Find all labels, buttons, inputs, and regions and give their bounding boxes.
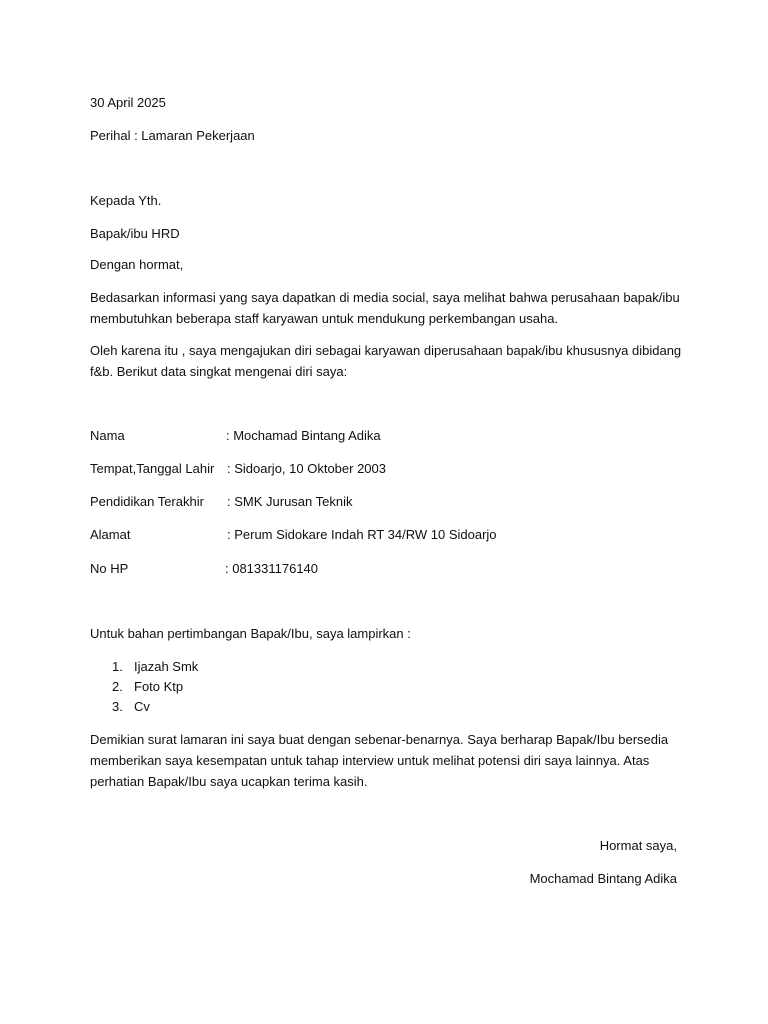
letter-subject: Perihal : Lamaran Pekerjaan [90, 128, 255, 143]
paragraph-2-line-2: f&b. Berikut data singkat mengenai diri saya: [90, 364, 348, 379]
field-label-education: Pendidikan Terakhir [90, 494, 204, 509]
paragraph-1-line-2: membutuhkan beberapa staff karyawan untuk mendukung perkembangan usaha. [90, 311, 559, 326]
signature-name: Mochamad Bintang Adika [529, 871, 677, 886]
paragraph-2 [90, 340, 680, 382]
closing-line-3: perhatian Bapak/Ibu saya ucapkan terima kasih. [90, 774, 368, 789]
field-value-phone: : 081331176140 [225, 561, 319, 576]
field-label-phone: No HP [90, 561, 129, 576]
paragraph-2-line-1: Oleh karena itu , saya mengajukan diri sebagai karyawan diperusahaan bapak/ibu khususnya dibidang [90, 343, 682, 358]
attachment-number: 2. [112, 679, 123, 694]
field-label-birth: Tempat,Tanggal Lahir [90, 461, 215, 476]
sign-off: Hormat saya, [599, 838, 677, 853]
letter-date: 30 April 2025 [90, 95, 166, 110]
field-value-education: : SMK Jurusan Teknik [227, 494, 353, 509]
field-label-name: Nama [90, 428, 125, 443]
paragraph-1 [90, 287, 680, 329]
field-value-birth: : Sidoarjo, 10 Oktober 2003 [227, 461, 386, 476]
closing-line-1: Demikian surat lamaran ini saya buat dengan sebenar-benarnya. Saya berharap Bapak/Ibu bersedia [90, 732, 669, 747]
recipient-line-2: Bapak/ibu HRD [90, 226, 180, 241]
paragraph-1-line-1: Bedasarkan informasi yang saya dapatkan di media social, saya melihat bahwa perusahaan bapak/ibu [90, 290, 680, 305]
closing-line-2: memberikan saya kesempatan untuk tahap interview untuk melihat potensi diri saya lainnya. Atas [90, 753, 650, 768]
attachments-intro: Untuk bahan pertimbangan Bapak/Ibu, saya lampirkan : [90, 626, 411, 641]
greeting: Dengan hormat, [90, 257, 184, 272]
attachment-number: 1. [112, 659, 123, 674]
field-value-address: : Perum Sidokare Indah RT 34/RW 10 Sidoarjo [227, 527, 497, 542]
field-label-address: Alamat [90, 527, 131, 542]
recipient-line-1: Kepada Yth. [90, 193, 162, 208]
attachment-text: Ijazah Smk [134, 659, 199, 674]
field-value-name: : Mochamad Bintang Adika [226, 428, 381, 443]
attachment-text: Foto Ktp [134, 679, 184, 694]
attachment-text: Cv [134, 699, 150, 714]
closing-paragraph [90, 729, 680, 792]
attachment-number: 3. [112, 699, 123, 714]
